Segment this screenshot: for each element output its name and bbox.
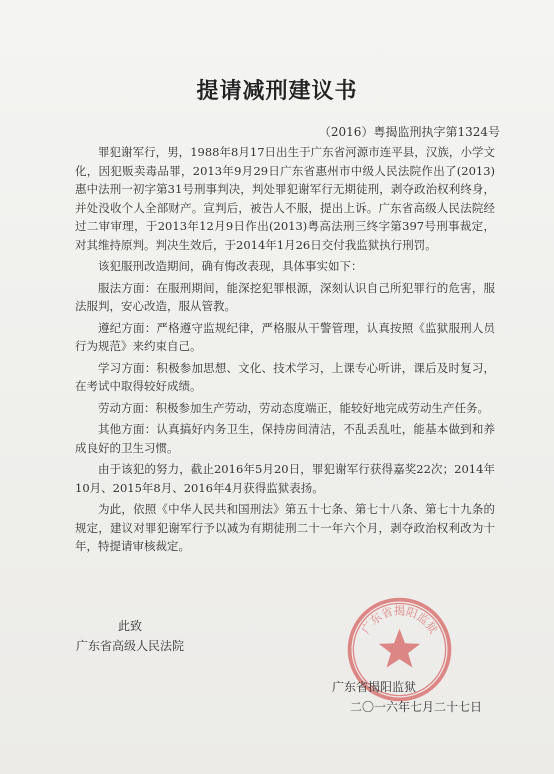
body-paragraph: 劳动方面：积极参加生产劳动，劳动态度端正，能较好地完成劳动生产任务。	[98, 400, 489, 415]
body-paragraph: 服法方面：在服刑期间，能深挖犯罪根源，深刻认识自己所犯罪行的危害，服法服判，安心改造，服从管教。	[75, 280, 495, 313]
signer-name: 广东省揭阳监狱	[332, 680, 417, 694]
document-body	[75, 143, 495, 559]
body-paragraph: 为此，依照《中华人民共和国刑法》第五十七条、第七十八条、第七十九条的规定，建议对罪犯谢军行予以减为有期徒刑二十一年六个月，剥夺政治权利改为十年，特提请审核裁定。	[75, 502, 495, 553]
body-paragraph: 该犯服刑改造期间，确有悔改表现，具体事实如下：	[98, 259, 363, 273]
document-title: 提请减刑建议书	[196, 78, 358, 104]
body-paragraph: 其他方面：认真搞好内务卫生，保持房间清洁，不乱丢乱吐，能基本做到和养成良好的卫生习惯。	[75, 422, 495, 455]
body-paragraph: 学习方面：积极参加思想、文化、技术学习，上课专心听讲，课后及时复习，在考试中取得较好成绩。	[75, 360, 495, 393]
recipient-name: 广东省高级人民法院	[76, 639, 185, 653]
document-date: 二〇一六年七月二十七日	[350, 700, 483, 714]
reference-number: （2016）粤揭监刑执字第1324号	[318, 125, 500, 139]
body-paragraph: 罪犯谢军行，男，1988年8月17日出生于广东省河源市连平县，汉族，小学文化，因犯贩卖毒品罪，2013年9月29日广东省惠州市中级人民法院作出了(2013)惠中法刑一初字第31号刑事判决，判处罪犯谢军行无期徒刑，剥夺政治权利终身，并处没收个人全部财产。宣判后，被告人不服，提出上诉。广东省高级人民法院经过二审审理，于2013年12月9日作出(2013)粤高法刑三终字第397号刑事裁定，对其维持原判。判决生效后，于2014年1月26日交付我监狱执行刑罚。	[75, 145, 495, 252]
body-paragraph: 由于该犯的努力，截止2016年5月20日，罪犯谢军行获得嘉奖22次；2014年10月、2015年8月、2016年4月获得监狱表扬。	[75, 462, 495, 495]
closing-salutation: 此致	[118, 619, 143, 633]
body-paragraph: 遵纪方面：严格遵守监规纪律，严格服从干警管理，认真按照《监狱服刑人员行为规范》来约束自己。	[75, 320, 495, 353]
seal-text: 广东省揭阳监狱	[359, 604, 440, 637]
star-icon	[379, 629, 420, 668]
